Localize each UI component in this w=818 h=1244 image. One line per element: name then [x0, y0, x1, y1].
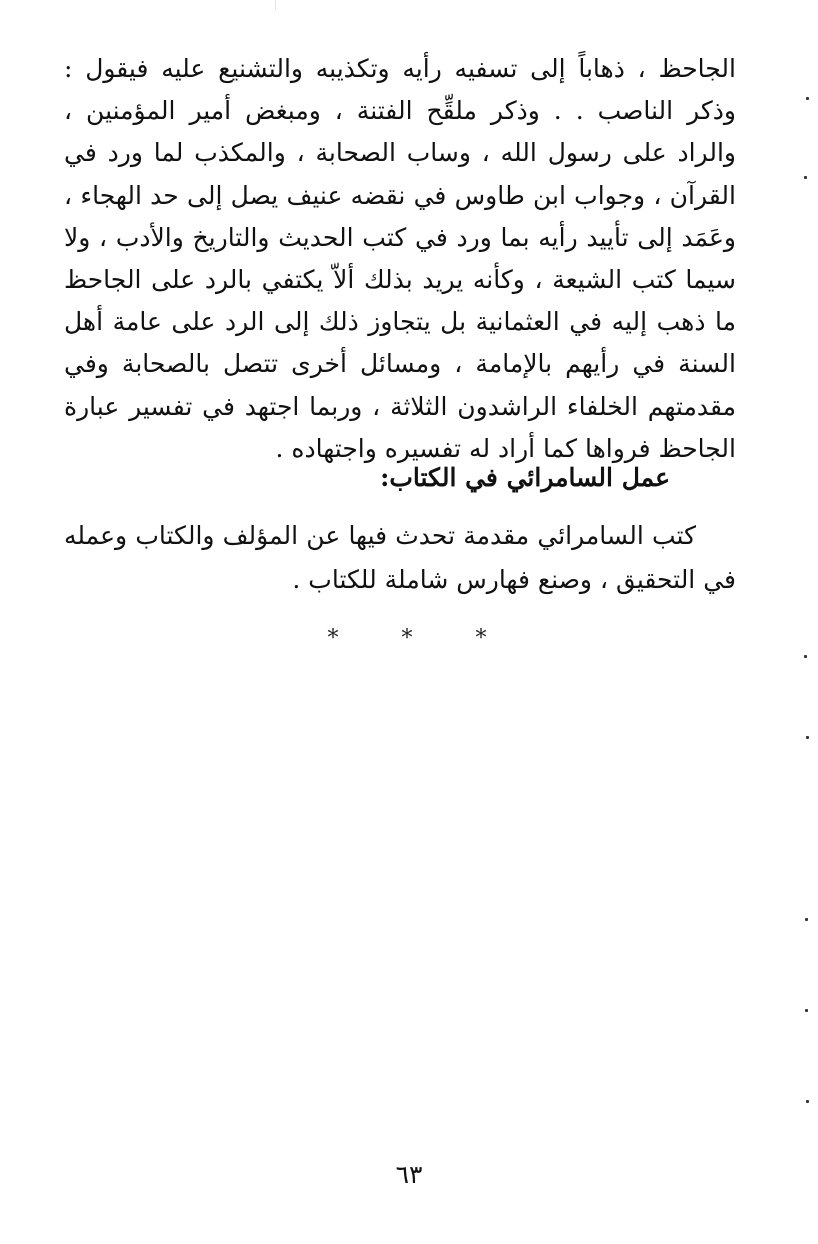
margin-speck	[804, 655, 807, 658]
margin-speck	[806, 736, 809, 739]
margin-speck	[805, 1009, 808, 1012]
margin-speck	[804, 176, 807, 179]
section-separator: * * *	[327, 626, 515, 651]
page-edge-mark	[275, 0, 276, 10]
margin-speck	[805, 918, 808, 921]
margin-speck	[806, 97, 809, 100]
section-heading: عمل السامرائي في الكتاب:	[380, 463, 670, 492]
body-paragraph-1: الجاحظ ، ذهاباً إلى تسفيه رأيه وتكذيبه والتشنيع عليه فيقول : وذكر الناصب . . وذكر ملقِّح الفتنة ، ومبغض أمير المؤمنين ، والراد على رسول الله ، وساب الصحابة ، والمكذب لما ورد في القرآن ، وجواب ابن طاوس في نقضه عنيف يصل إلى حد الهجاء ، وعَمَد إلى تأييد رأيه بما ورد في كتب الحديث والتاريخ والأدب ، ولا سيما كتب الشيعة ، وكأنه يريد بذلك ألاّ يكتفي بالرد على الجاحظ ما ذهب إليه في العثمانية بل يتجاوز ذلك إلى الرد على عامة أهل السنة في رأيهم بالإمامة ، ومسائل أخرى تتصل بالصحابة وفي مقدمتهم الخلفاء الراشدون الثلاثة ، وربما اجتهد في تفسير عبارة الجاحظ فرواها كما أراد له تفسيره واجتهاده .	[64, 54, 736, 463]
page-number: ٦٣	[395, 1160, 423, 1189]
margin-speck	[806, 1100, 809, 1103]
body-paragraph-2: كتب السامرائي مقدمة تحدث فيها عن المؤلف والكتاب وعمله في التحقيق ، وصنع فهارس شاملة للكتاب .	[64, 521, 736, 594]
